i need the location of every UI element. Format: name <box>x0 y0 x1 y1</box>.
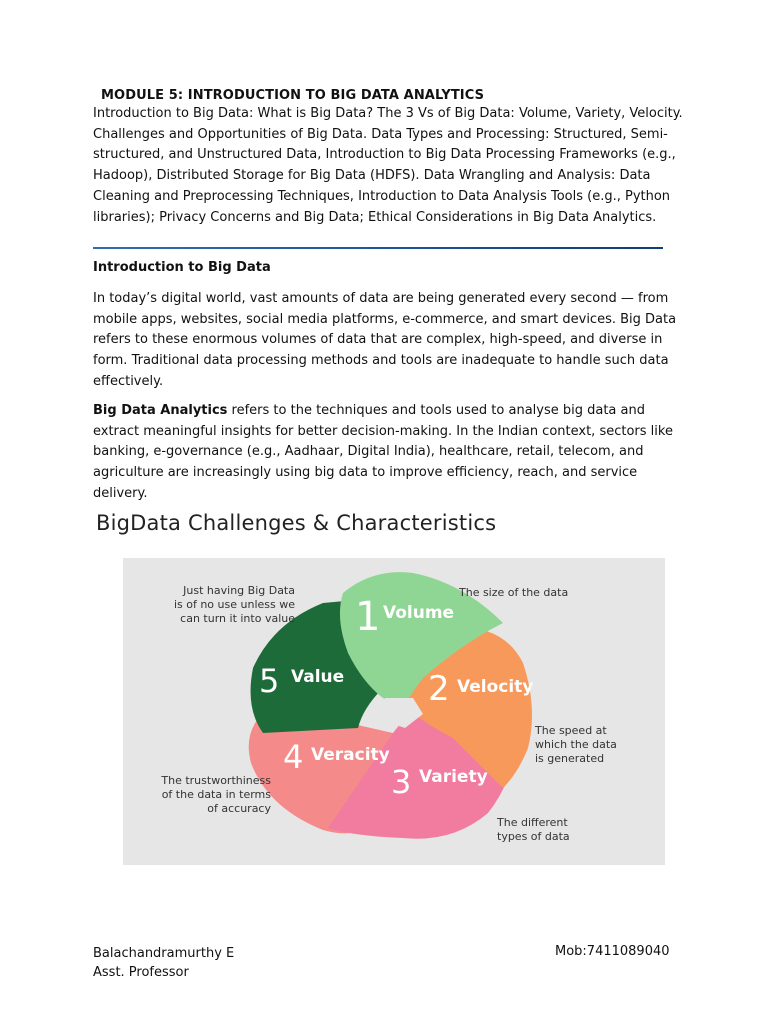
intro-text: Introduction to Big Data: What is Big Data? The 3 Vs of Big Data: Volume, Variety, Velocity. Challenges and Opportunities of Big Data. Data Types and Processing: Structured, Semi-structured, and Unstructured Data, Introduction to Big Data Processing Frameworks (e.g., Hadoop), Distributed Storage for Big Data (HDFS). Data Wrangling and Analysis: Data Cleaning and Preprocessing Techniques, Introduction to Data Analysis Tools (e.g., Python libraries); Privacy Concerns and Big Data; Ethical Considerations in Big Data Analytics. <box>93 106 683 225</box>
desc-veracity-line-3: of accuracy <box>207 802 271 815</box>
segment-number-1: 1 <box>355 594 381 640</box>
segment-label-1: Volume <box>383 603 455 623</box>
diagram-svg <box>123 558 665 865</box>
author-name: Balachandramurthy E <box>93 946 235 961</box>
paragraph-2 <box>93 401 683 505</box>
desc-veracity-line-2: of the data in terms <box>161 788 271 801</box>
segment-number-3: 3 <box>391 763 412 801</box>
big-data-vs-diagram <box>123 558 665 865</box>
segment-label-4: Veracity <box>311 745 390 765</box>
module-title: MODULE 5: INTRODUCTION TO BIG DATA ANALYTICS <box>101 88 485 103</box>
desc-variety-line-2: types of data <box>497 830 570 843</box>
desc-velocity-line-3: is generated <box>535 752 605 765</box>
desc-velocity-line-2: which the data <box>535 738 617 751</box>
desc-value-line-2: is of no use unless we <box>173 598 295 611</box>
segment-number-2: 2 <box>428 669 450 709</box>
segment-label-2: Velocity <box>457 677 534 697</box>
section-heading: Introduction to Big Data <box>93 260 271 275</box>
paragraph-2-term: Big Data Analytics <box>93 403 228 418</box>
segment-number-5: 5 <box>259 662 280 700</box>
footer-mobile: Mob:7411089040 <box>555 944 670 959</box>
segment-number-4: 4 <box>283 738 304 776</box>
desc-velocity-line-1: The speed at <box>535 724 607 737</box>
desc-value-line-3: can turn it into value <box>180 612 295 625</box>
divider <box>93 247 663 249</box>
segment-label-3: Variety <box>419 767 488 787</box>
paragraph-1: In today’s digital world, vast amounts of data are being generated every second — from mobile apps, websites, social media platforms, e-commerce, and smart devices. Big Data refers to these enormous volumes of data that are complex, high-speed, and diverse in form. Traditional data processing methods and tools are inadequate to handle such data effectively. <box>93 291 677 389</box>
figure-title: BigData Challenges & Characteristics <box>96 511 497 535</box>
segment-label-5: Value <box>291 667 345 687</box>
footer-author <box>93 944 234 982</box>
desc-variety-line-1: The different <box>497 816 568 829</box>
paragraph-2-text: refers to the techniques and tools used to analyse big data and extract meaningful insights for better decision-making. In the Indian context, sectors like banking, e-governance (e.g., Aadhaar, Digital India), healthcare, retail, telecom, and agriculture are increasingly using big data to improve efficiency, reach, and service delivery. <box>93 403 673 501</box>
desc-value-line-1: Just having Big Data <box>183 584 295 597</box>
desc-volume-line-1: The size of the data <box>459 586 569 599</box>
desc-veracity-line-1: The trustworthiness <box>161 774 271 787</box>
author-designation: Asst. Professor <box>93 965 189 980</box>
